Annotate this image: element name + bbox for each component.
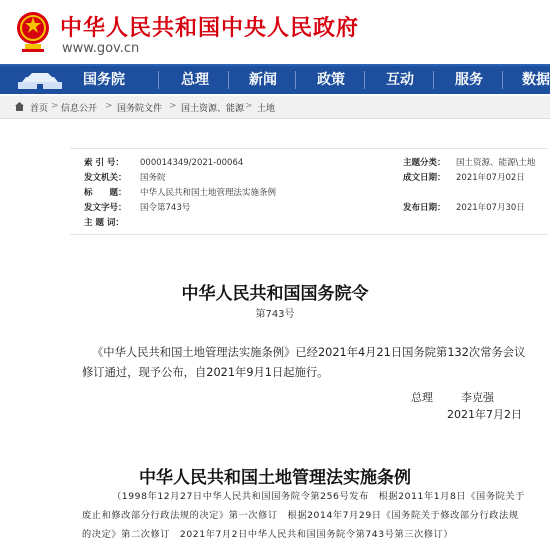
issuer-value: 国务院 — [140, 173, 166, 183]
category-value: 国土资源、能源\土地 — [456, 158, 536, 168]
nav-divider — [364, 71, 365, 89]
keywords-label: 主 题 词： — [84, 218, 124, 228]
site-url[interactable]: www.gov.cn — [62, 41, 140, 56]
breadcrumb-land-energy[interactable]: 国土资源、能源 — [181, 104, 245, 114]
signer-name: 李克强 — [461, 391, 494, 404]
document-metadata-table — [70, 148, 548, 235]
meta-row — [70, 156, 548, 170]
home-icon — [14, 101, 25, 112]
index-number-value: 000014349/2021-00064 — [140, 158, 244, 168]
published-date-label: 发布日期： — [403, 203, 446, 213]
decree-date: 2021年7月2日 — [447, 408, 522, 421]
breadcrumb-info-disclosure[interactable]: 信息公开 — [61, 104, 98, 114]
main-nav — [0, 64, 550, 94]
nav-item-policy[interactable]: 政策 — [317, 72, 345, 88]
issuer-label: 发文机关： — [84, 173, 127, 183]
regulation-revision-history: （1998年12月27日中华人民共和国国务院令第256号发布 根据2011年1月8日《国务院关于废止和修改部分行政法规的决定》第一次修订 根据2014年7月29日《国务院关于修改部分行政法规的决定》第二次修订 2021年7月2日中华人民共和国国务院令第743号第三次修订） — [82, 491, 525, 540]
nav-divider — [433, 71, 434, 89]
site-title[interactable]: 中华人民共和国中央人民政府 — [60, 16, 360, 41]
breadcrumb-home[interactable]: 首页 — [30, 104, 49, 114]
created-date-value: 2021年07月02日 — [456, 173, 525, 183]
meta-row — [70, 216, 548, 230]
category-label: 主题分类： — [403, 158, 446, 168]
national-emblem-icon[interactable] — [16, 8, 50, 54]
doc-number-label: 发文字号： — [84, 203, 127, 213]
decree-title: 中华人民共和国国务院令 — [181, 284, 369, 304]
nav-item-data[interactable]: 数据 — [522, 72, 550, 88]
breadcrumb-separator: > — [245, 101, 253, 111]
doc-number-value: 国令第743号 — [140, 203, 191, 213]
nav-divider — [502, 71, 503, 89]
title-label: 标 题： — [84, 188, 127, 198]
tiananmen-icon[interactable] — [14, 70, 66, 90]
created-date-label: 成文日期： — [403, 173, 446, 183]
meta-row — [70, 201, 548, 215]
regulation-title: 中华人民共和国土地管理法实施条例 — [139, 468, 411, 488]
decree-body: 《中华人民共和国土地管理法实施条例》已经2021年4月21日国务院第132次常务会议修订通过，现予公布，自2021年9月1日起施行。 — [82, 346, 526, 379]
breadcrumb-land[interactable]: 土地 — [257, 104, 276, 114]
title-value: 中华人民共和国土地管理法实施条例 — [140, 188, 277, 198]
nav-divider — [295, 71, 296, 89]
meta-row — [70, 186, 548, 200]
breadcrumb-separator: > — [51, 101, 59, 111]
breadcrumb-state-council-docs[interactable]: 国务院文件 — [117, 104, 163, 114]
nav-divider — [158, 71, 159, 89]
signer-role: 总理 — [411, 391, 433, 404]
nav-item-state-council[interactable]: 国务院 — [83, 72, 125, 88]
nav-divider — [228, 71, 229, 89]
site-header — [0, 0, 550, 64]
breadcrumb-separator: > — [169, 101, 177, 111]
meta-row — [70, 171, 548, 185]
breadcrumb-separator: > — [105, 101, 113, 111]
nav-item-news[interactable]: 新闻 — [249, 72, 277, 88]
breadcrumb — [0, 96, 550, 119]
nav-item-services[interactable]: 服务 — [455, 72, 483, 88]
decree-number: 第743号 — [255, 309, 295, 320]
published-date-value: 2021年07月30日 — [456, 203, 525, 213]
nav-item-interaction[interactable]: 互动 — [386, 72, 414, 88]
index-number-label: 索 引 号： — [84, 158, 124, 168]
nav-item-premier[interactable]: 总理 — [181, 72, 209, 88]
